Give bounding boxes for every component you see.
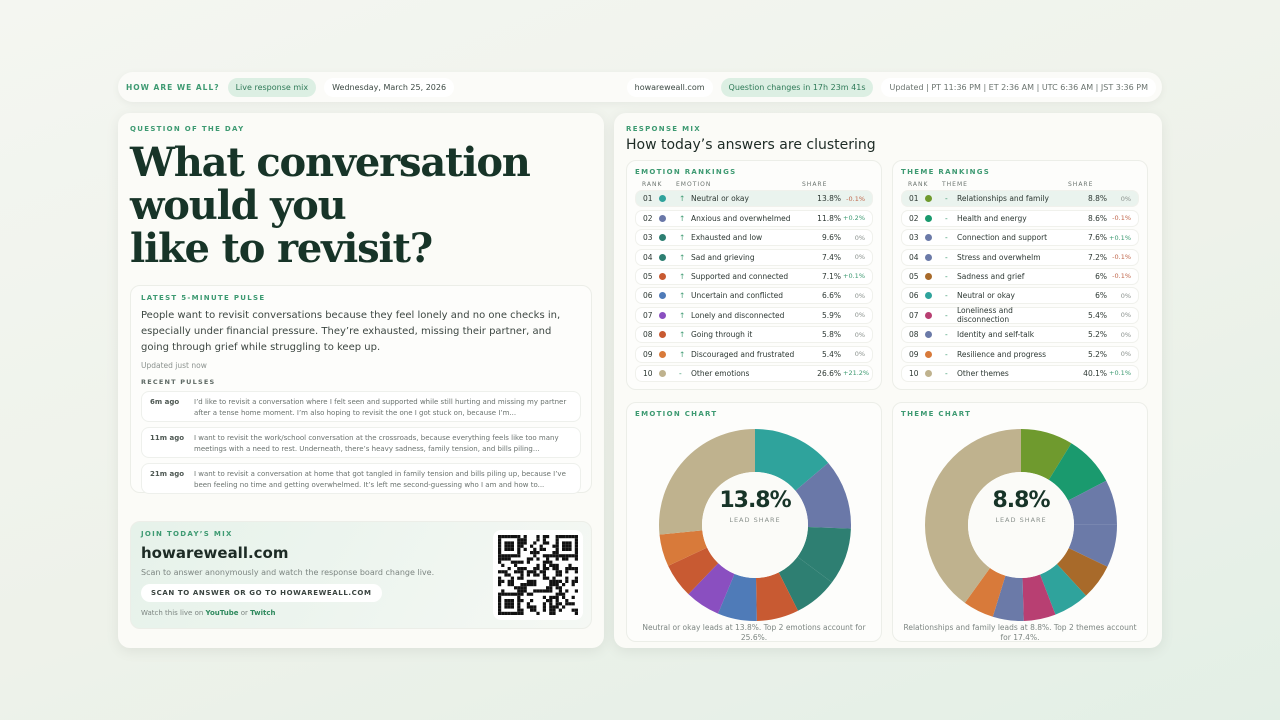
row-label: Uncertain and conflicted [691,291,784,301]
row-label: Discouraged and frustrated [691,349,795,359]
rank: 05 [909,271,919,281]
color-dot-icon [659,254,666,261]
donut-center [705,488,805,524]
row-label: Sad and grieving [691,252,755,262]
join-desc: Scan to answer anonymously and watch the response board change live. [141,568,435,577]
row-delta: -0.1% [1112,214,1131,223]
row-share: 26.6% [817,368,841,378]
rank: 09 [909,349,919,359]
row-label: Relationships and family [957,194,1049,204]
color-dot-icon [925,215,932,222]
color-dot-icon [925,195,932,202]
title-line: would you [130,182,346,229]
trend-icon: - [679,368,682,378]
color-dot-icon [925,292,932,299]
pulse-snippet: I’d like to revisit a conversation where I felt seen and supported while still hurting and missing my partner after a tense home moment. I’m also hoping to revisit the one I got stuck on, because I’m... [194,398,567,417]
emotion-chart [626,402,882,642]
rank: 06 [643,291,653,301]
rank: 01 [909,194,919,204]
countdown-badge: Question changes in 17h 23m 41s [721,78,874,97]
ranking-row[interactable] [901,307,1139,324]
lead-value: 8.8% [992,488,1050,513]
title-line: What conversation [130,139,530,186]
color-dot-icon [659,195,666,202]
trend-icon: ↑ [679,291,686,301]
updated-times: Updated | PT 11:36 PM | ET 2:36 AM | UTC 6:36 AM | JST 3:36 PM [881,78,1156,97]
row-label: Resilience and progress [957,349,1047,359]
live-badge: Live response mix [228,78,317,97]
trend-icon: - [945,330,948,340]
theme-kicker: THEME RANKINGS [901,168,991,176]
trend-icon: ↑ [679,330,686,340]
recent-label: RECENT PULSES [141,378,216,386]
ranking-row[interactable] [901,249,1139,266]
color-dot-icon [925,370,932,377]
row-delta: 0% [1120,330,1131,339]
row-delta: 0% [854,311,865,320]
rank: 03 [909,233,919,243]
row-share: 7.1% [821,271,841,281]
row-label: Neutral or okay [691,194,749,204]
title-line: like to revisit? [130,225,432,272]
row-label: Lonely and disconnected [691,310,785,320]
trend-icon: ↑ [679,310,686,320]
question-title [130,141,530,270]
ranking-row[interactable] [635,365,873,382]
row-label: Health and energy [957,213,1027,223]
row-label: Stress and overwhelm [957,252,1041,262]
ranking-row[interactable] [635,210,873,227]
ranking-row[interactable] [901,287,1139,304]
watch-prefix: Watch this live on [141,609,204,617]
recent-pulse [141,463,581,494]
ranking-row[interactable] [635,249,873,266]
pulse-time: 11m ago [150,434,185,442]
color-dot-icon [925,234,932,241]
row-label: Going through it [691,330,753,340]
row-delta: -0.1% [1112,253,1131,262]
row-delta: 0% [1120,194,1131,203]
row-label: Sadness and grief [957,271,1025,281]
ranking-row[interactable] [901,229,1139,246]
rank: 07 [909,310,919,320]
row-delta: +0.1% [1109,233,1131,242]
row-label: Loneliness and disconnection [957,306,1013,325]
trend-icon: - [945,349,948,359]
color-dot-icon [659,234,666,241]
row-share: 7.4% [821,252,841,262]
trend-icon: ↑ [679,349,686,359]
trend-icon: - [945,252,948,262]
row-delta: +0.1% [843,272,865,281]
trend-icon: ↑ [679,233,686,243]
color-dot-icon [659,331,666,338]
color-dot-icon [659,351,666,358]
row-delta: 0% [854,291,865,300]
ranking-row[interactable] [901,346,1139,363]
rank: 01 [643,194,653,204]
row-share: 5.2% [1087,349,1107,359]
row-share: 5.4% [1087,310,1107,320]
col-share: SHARE [1068,181,1094,188]
row-share: 5.4% [821,349,841,359]
date: Wednesday, March 25, 2026 [324,78,454,97]
chart-title: EMOTION CHART [635,410,718,418]
join-card [130,521,592,629]
color-dot-icon [925,351,932,358]
row-share: 13.8% [817,194,841,204]
rank: 05 [643,271,653,281]
trend-icon: - [945,310,948,320]
col-rank: RANK [642,181,663,188]
question-panel [118,113,604,648]
row-delta: -0.1% [846,194,865,203]
ranking-row[interactable] [635,190,873,207]
rank: 08 [643,330,653,340]
pulse-snippet: I want to revisit the work/school conversation at the crossroads, because everything feels like too many meetings with a need to rest. Underneath, there’s heavy sadness, family tension, and bills piling... [194,434,559,453]
color-dot-icon [925,254,932,261]
theme-chart [892,402,1148,642]
top-bar [118,72,1162,102]
twitch-link[interactable]: Twitch [250,609,276,617]
trend-icon: - [945,194,948,204]
row-delta: 0% [1120,311,1131,320]
row-delta: 0% [854,253,865,262]
response-title: How today’s answers are clustering [626,137,876,153]
row-share: 7.2% [1087,252,1107,262]
color-dot-icon [925,331,932,338]
color-dot-icon [659,215,666,222]
row-delta: 0% [1120,291,1131,300]
trend-icon: - [945,271,948,281]
theme-rankings [892,160,1148,390]
rank: 07 [643,310,653,320]
table-header [635,181,873,188]
trend-icon: ↑ [679,194,686,204]
pulse-kicker: LATEST 5-MINUTE PULSE [141,294,266,302]
trend-icon: - [945,291,948,301]
scan-cta-button[interactable]: SCAN TO ANSWER OR GO TO HOWAREWEALL.COM [141,584,382,602]
col-label: THEME [942,181,968,188]
lead-value: 13.8% [719,488,791,513]
row-delta: 0% [1120,350,1131,359]
row-share: 8.8% [1087,194,1107,204]
chart-title: THEME CHART [901,410,972,418]
response-panel [614,113,1162,648]
lead-label: LEAD SHARE [729,516,781,524]
qr-code [493,530,583,620]
row-share: 11.8% [817,213,841,223]
ranking-row[interactable] [635,326,873,343]
row-label: Connection and support [957,233,1048,243]
row-delta: +0.2% [843,214,865,223]
ranking-row[interactable] [635,287,873,304]
join-kicker: JOIN TODAY’S MIX [141,530,233,538]
trend-icon: - [945,233,948,243]
trend-icon: ↑ [679,213,686,223]
rank: 08 [909,330,919,340]
row-share: 8.6% [1087,213,1107,223]
watch-or: or [240,609,248,617]
row-share: 9.6% [821,233,841,243]
row-label: Identity and self-talk [957,330,1035,340]
ranking-row[interactable] [635,307,873,324]
color-dot-icon [659,292,666,299]
rank: 03 [643,233,653,243]
row-delta: 0% [854,330,865,339]
row-share: 5.8% [821,330,841,340]
trend-icon: ↑ [679,252,686,262]
brand: HOW ARE WE ALL? [126,82,220,92]
ranking-row[interactable] [901,365,1139,382]
trend-icon: - [945,213,948,223]
row-label: Anxious and overwhelmed [691,213,791,223]
row-delta: 0% [854,233,865,242]
rank: 02 [643,213,653,223]
color-dot-icon [659,312,666,319]
row-delta: -0.1% [1112,272,1131,281]
col-share: SHARE [802,181,828,188]
pulse-time: 21m ago [150,470,185,478]
row-delta: +0.1% [1109,369,1131,378]
table-header [901,181,1139,188]
row-share: 5.2% [1087,330,1107,340]
row-delta: 0% [854,350,865,359]
color-dot-icon [925,273,932,280]
ranking-row[interactable] [901,326,1139,343]
lead-label: LEAD SHARE [995,516,1047,524]
color-dot-icon [659,370,666,377]
ranking-row[interactable] [635,229,873,246]
emotion-kicker: EMOTION RANKINGS [635,168,737,176]
row-label: Neutral or okay [957,291,1015,301]
row-share: 40.1% [1083,368,1107,378]
row-label: Other emotions [691,368,750,378]
join-site: howareweall.com [141,544,289,562]
ranking-row[interactable] [635,268,873,285]
ranking-row[interactable] [901,210,1139,227]
pulse-card [130,285,592,493]
row-share: 6.6% [821,291,841,301]
ranking-row[interactable] [901,190,1139,207]
donut-center [971,488,1071,524]
chart-caption: Neutral or okay leads at 13.8%. Top 2 emotions account for 25.6%. [642,623,866,642]
row-share: 7.6% [1087,233,1107,243]
row-label: Supported and connected [691,271,789,281]
rank: 02 [909,213,919,223]
chart-caption: Relationships and family leads at 8.8%. Top 2 themes account for 17.4%. [903,623,1137,642]
youtube-link[interactable]: YouTube [205,609,239,617]
row-label: Other themes [957,368,1009,378]
rank: 04 [643,252,653,262]
question-kicker: QUESTION OF THE DAY [130,125,245,133]
trend-icon: - [945,368,948,378]
row-share: 5.9% [821,310,841,320]
ranking-row[interactable] [901,268,1139,285]
site-link[interactable]: howareweall.com [627,78,713,97]
rank: 04 [909,252,919,262]
trend-icon: ↑ [679,271,686,281]
row-delta: +21.2% [843,369,870,378]
emotion-rankings [626,160,882,390]
row-label: Exhausted and low [691,233,763,243]
col-label: EMOTION [676,181,712,188]
color-dot-icon [659,273,666,280]
rank: 09 [643,349,653,359]
pulse-text: People want to revisit conversations because they feel lonely and no one checks in, especially under financial pressure. They’re exhausted, missing their partner, and going through grief while struggling to keep up. [141,310,561,353]
response-kicker: RESPONSE MIX [626,125,701,133]
rank: 10 [643,368,653,378]
color-dot-icon [925,312,932,319]
row-share: 6% [1095,271,1107,281]
pulse-snippet: I want to revisit a conversation at home that got tangled in family tension and bills piling up, because I’ve been feeling no time and getting overwhelmed. It’s left me second-guessing who I am and how to... [194,470,566,489]
row-share: 6% [1095,291,1107,301]
rank: 10 [909,368,919,378]
recent-pulse [141,391,581,422]
recent-pulse [141,427,581,458]
ranking-row[interactable] [635,346,873,363]
pulse-time: 6m ago [150,398,180,406]
rank: 06 [909,291,919,301]
pulse-updated: Updated just now [141,361,207,370]
col-rank: RANK [908,181,929,188]
